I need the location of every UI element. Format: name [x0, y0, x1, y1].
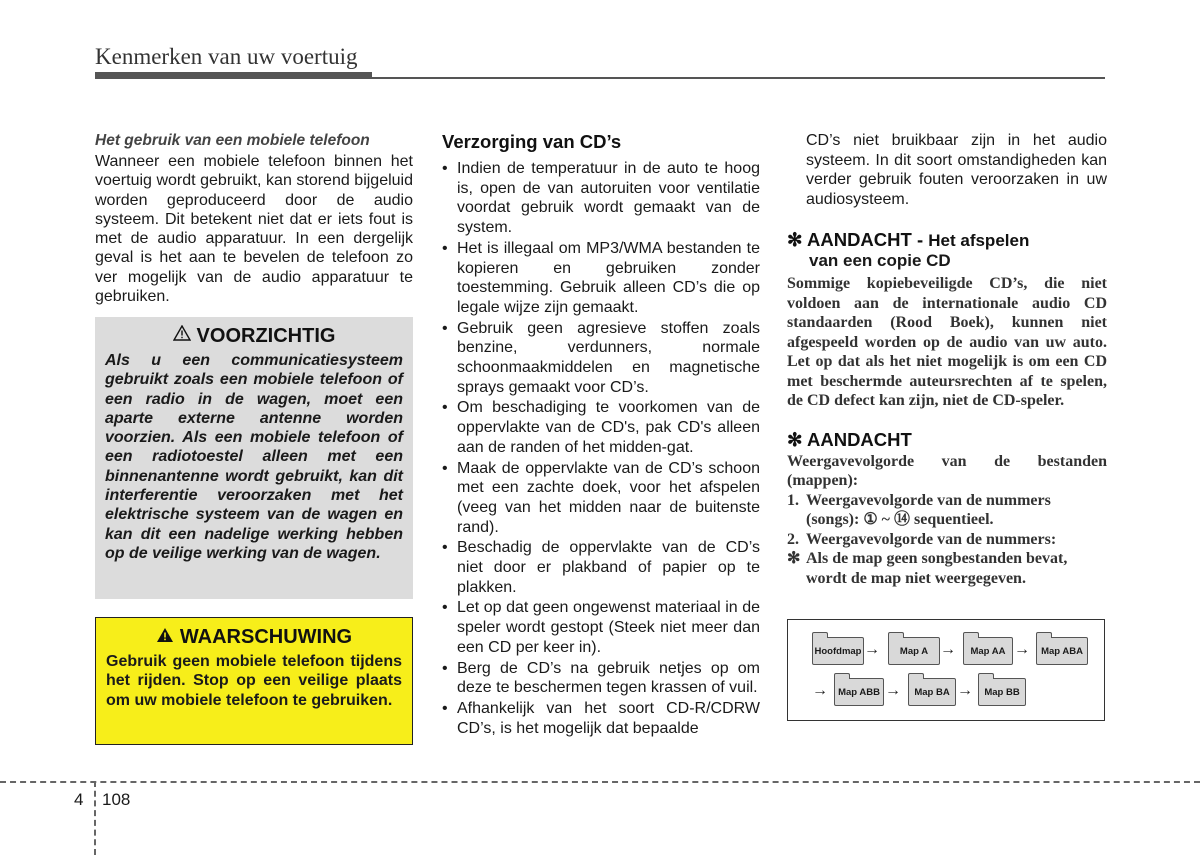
folder-map-aba: Map ABA: [1036, 637, 1088, 665]
warning-title-label: WAARSCHUWING: [179, 626, 353, 648]
list-item: 2. Weergavevolgorde van de nummers:: [787, 530, 1057, 548]
arrow-icon: →: [885, 682, 901, 699]
cd-care-title: Verzorging van CD’s: [442, 131, 622, 152]
arrow-icon: →: [1014, 641, 1030, 658]
list-item: ✻ Als de map geen songbestanden bevat, wordt de map niet weergegeven.: [787, 550, 1068, 587]
list-item: • Berg de CD’s na gebruik netjes op om deze te beschermen tegen krassen of vuil.: [442, 659, 760, 697]
page-header-title: Kenmerken van uw voertuig: [95, 44, 358, 69]
page-number: 108: [102, 790, 131, 809]
column-right: [787, 131, 1107, 588]
caution-title-label: VOORZICHTIG: [196, 325, 336, 347]
caution-title: [105, 325, 403, 348]
warning-box: [95, 617, 413, 745]
notice-copy-cd-subtitle: van een copie CD: [809, 251, 951, 270]
mobile-phone-paragraph: Wanneer een mobiele telefoon binnen het voertuig wordt gebruikt, kan storend bijgeluid worden geproduceerd door de audio systeem. Dit betekent niet dat er iets fout is met de audio apparatuur. In een dergelijk geval is het aan te bevelen de telefoon zo ver mogelijk van de audio apparatuur te gebruiken.: [95, 153, 413, 306]
folder-map-ba: Map BA: [908, 678, 956, 706]
asterisk-icon: ✻: [787, 428, 803, 450]
arrow-icon: →: [812, 682, 828, 699]
notice-playback-intro: Weergavevolgorde van de bestanden (mappen):: [787, 452, 1107, 489]
list-item: • Afhankelijk van het soort CD-R/CDRW CD’s, is het mogelijk dat bepaalde: [442, 699, 760, 737]
warning-text: Gebruik geen mobiele telefoon tijdens het rijden. Stop op een veilige plaats om uw mobiele telefoon te gebruiken.: [106, 653, 402, 709]
caution-text: Als u een communicatiesysteem gebruikt zoals een mobiele telefoon of een radio in de wagen, moet een aparte externe antenne worden voorzien. Als een mobiele telefoon of een radiotoestel alleen met een binnenantenne wordt gebruikt, kan dit interferentie veroorzaken met het elektrische systeem van de wagen en kan dit een nadelige werking hebben op de veilige werking van de wagen.: [105, 352, 403, 562]
folder-map-a: Map A: [888, 637, 940, 665]
folder-map-abb: Map ABB: [834, 678, 884, 706]
warning-title: [106, 626, 402, 649]
arrow-icon: →: [940, 641, 956, 658]
notice-playback-list: [787, 491, 1107, 589]
column-left: [95, 131, 413, 306]
list-item: • Beschadig de oppervlakte van de CD’s niet door er plakband of papier op te plakken.: [442, 539, 760, 596]
list-item: • Het is illegaal om MP3/WMA bestanden te kopieren en gebruiken zonder toestemming. Gebruik alleen CD’s die op legale wijze zijn gemaakt.: [442, 239, 760, 316]
folder-map-aa: Map AA: [963, 637, 1013, 665]
folder-order-diagram: [787, 619, 1105, 721]
list-item: • Om beschadiging te voorkomen van de oppervlakte van de CD's, pak CD's alleen aan de randen of het midden-gat.: [442, 399, 760, 456]
footer-vertical-divider: [94, 781, 96, 855]
notice-copy-cd-title: ✻ AANDACHT - Het afspelen: [787, 229, 1030, 250]
notice-copy-cd-text: Sommige kopiebeveiligde CD’s, die niet voldoen aan de internationale audio CD standaarden (Rood Boek), kunnen niet afgespeeld worden op de audio van uw auto. Let op dat als het niet mogelijk is om een CD met beschermde auteursrechten af te spelen, de CD defect kan zijn, niet de CD-speler.: [787, 275, 1107, 409]
asterisk-icon: ✻: [787, 229, 803, 250]
list-item: • Let op dat geen ongewenst materiaal in de speler wordt gestopt (Steek niet meer dan een CD per keer in).: [442, 599, 760, 656]
list-item: 1. Weergavevolgorde van de nummers (songs): ① ~ ⑭ sequentieel.: [787, 491, 1051, 528]
arrow-icon: →: [957, 682, 973, 699]
warning-triangle-icon: [156, 627, 174, 648]
arrow-icon: →: [864, 641, 880, 658]
cd-continuation-text: CD’s niet bruikbaar zijn in het audio systeem. In dit soort omstandigheden kan verder gebruik fouten veroorzaken in uw audiosysteem.: [806, 132, 1107, 208]
header-rule-thin: [372, 77, 1105, 79]
folder-map-bb: Map BB: [978, 678, 1026, 706]
notice-playback-title: ✻ AANDACHT: [787, 428, 912, 450]
list-item: • Gebruik geen agresieve stoffen zoals benzine, verdunners, normale schoonmaakmiddelen en magnetische sprays gemaakt voor CD’s.: [442, 319, 760, 396]
footer-divider: [0, 781, 1200, 783]
chapter-number: 4: [74, 790, 84, 809]
caution-box: [95, 317, 413, 599]
mobile-phone-heading: Het gebruik van een mobiele telefoon: [95, 132, 370, 149]
list-item: • Indien de temperatuur in de auto te hoog is, open de van autoruiten voor ventilatie voordat gebruik wordt gemaakt van de system.: [442, 160, 760, 237]
cd-care-list: [442, 159, 760, 738]
list-item: • Maak de oppervlakte van de CD’s schoon met een zachte doek, voor het afspelen (veeg van het midden naar de buitenste rand).: [442, 459, 760, 536]
folder-hoofdmap: Hoofdmap: [812, 637, 864, 665]
header-rule-thick: [95, 72, 372, 79]
column-middle: [442, 131, 760, 739]
caution-triangle-icon: [173, 325, 191, 346]
